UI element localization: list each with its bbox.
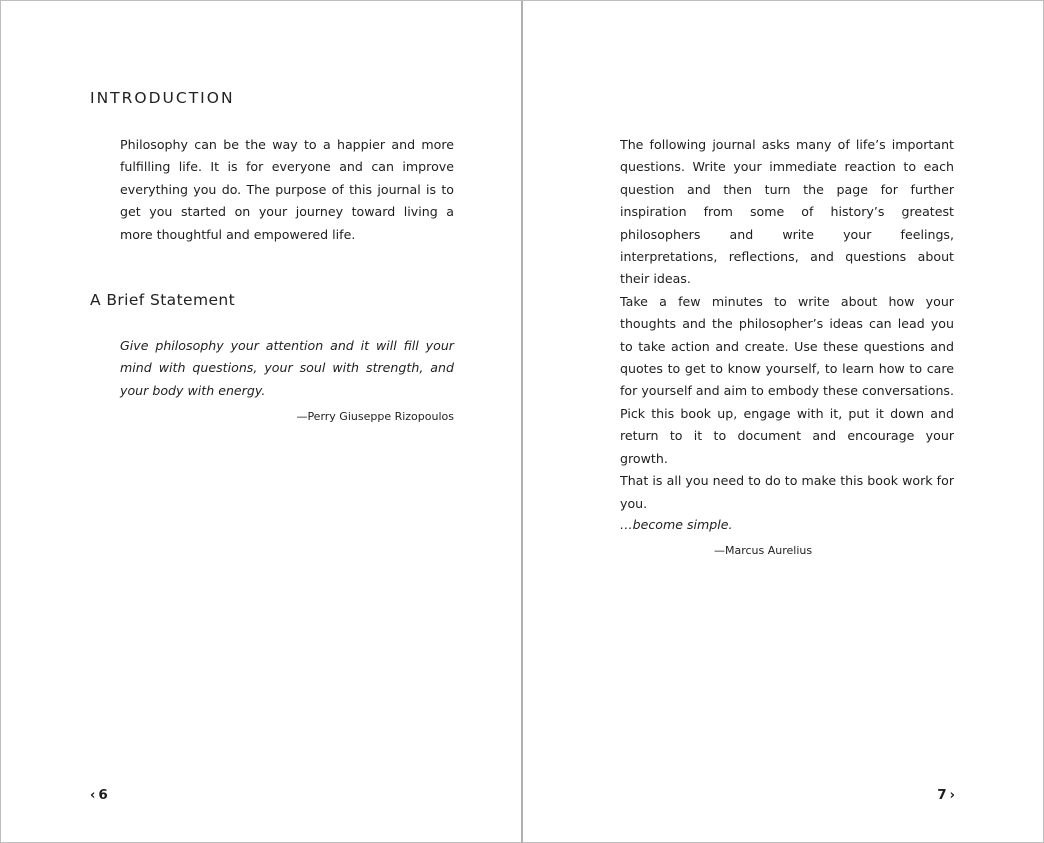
section-heading: A Brief Statement [90, 291, 236, 309]
body-text-block [620, 134, 954, 515]
page-number-label: 7 [937, 787, 947, 803]
paragraph: Take a few minutes to write about how your thoughts and the philosopher’s ideas can lead you to take action and create. Use these questions and quotes to get to know yourself, to learn how to care for yourself and aim to embody these conversations. Pick this book up, engage with it, put it down and return to it to document and encourage your growth. [620, 293, 954, 466]
page-number-left[interactable] [90, 787, 108, 803]
closing-attribution: —Marcus Aurelius [714, 544, 813, 557]
chevron-right-icon[interactable]: › [949, 787, 955, 803]
page-title: INTRODUCTION [90, 89, 235, 107]
closing-quote: …become simple. [620, 517, 733, 532]
paragraph: That is all you need to do to make this book work for you. [620, 473, 954, 511]
epigraph-quote: Give philosophy your attention and it will fill your mind with questions, your soul with strength, and your body with energy. [120, 338, 454, 398]
paragraph: The following journal asks many of life’s important questions. Write your immediate reaction to each question and then turn the page for further inspiration from some of history’s greatest philosophers and write your feelings, interpretations, reflections, and questions about their ideas. [620, 137, 954, 287]
page-number-label: 6 [98, 787, 108, 803]
intro-paragraph: Philosophy can be the way to a happier and more fulfilling life. It is for everyone and can improve everything you do. The purpose of this journal is to get you started on your journey toward living a more thoughtful and empowered life. [120, 137, 454, 242]
left-page [1, 1, 522, 843]
quote-attribution: —Perry Giuseppe Rizopoulos [296, 410, 454, 423]
right-page [523, 1, 1043, 843]
page-number-right[interactable] [937, 787, 955, 803]
chevron-left-icon[interactable]: ‹ [90, 787, 96, 803]
